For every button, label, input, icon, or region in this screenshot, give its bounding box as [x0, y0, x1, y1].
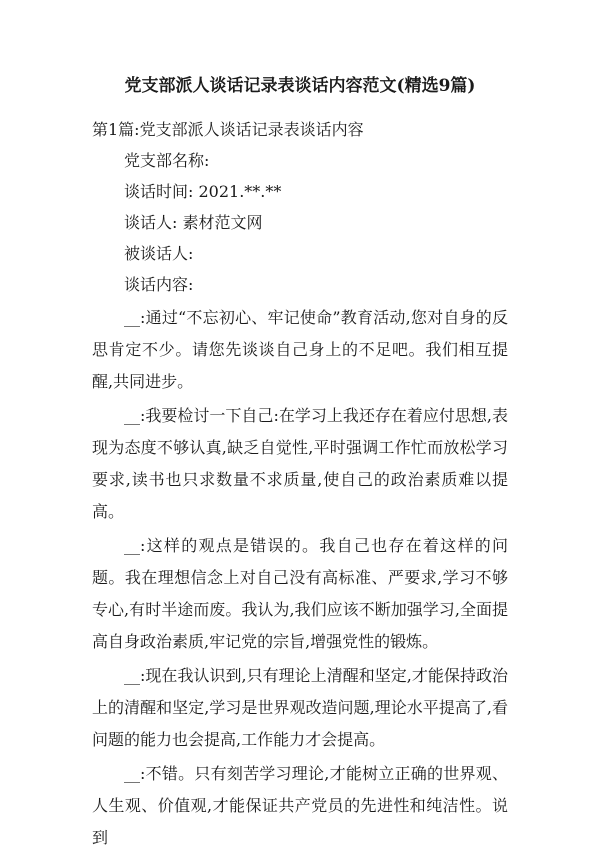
- section-title: 第1篇:党支部派人谈话记录表谈话内容: [92, 120, 364, 139]
- speaker-marker: __:: [124, 406, 146, 425]
- field-interview-content: 谈话内容:: [124, 275, 194, 294]
- paragraph-text: 通过“不忘初心、牢记使命”教育活动,您对自身的反思肯定不少。请您先谈谈自己身上的不足吧。我们相互提醒,共同进步。: [92, 308, 508, 391]
- speaker-marker: __:: [124, 536, 146, 555]
- paragraph-text: 不错。只有刻苦学习理论,才能树立正确的世界观、人生观、价值观,才能保证共产党员的先进性和纯洁性。说到: [92, 764, 508, 847]
- dialogue-paragraph: [92, 400, 508, 528]
- dialogue-paragraph: [92, 302, 508, 398]
- document-title: 党支部派人谈话记录表谈话内容范文(精选9篇): [124, 76, 476, 96]
- field-interviewee: 被谈话人:: [124, 244, 194, 263]
- field-interview-time: 谈话时间: 2021.**.**: [124, 182, 282, 201]
- speaker-marker: __:: [124, 764, 146, 783]
- speaker-marker: __:: [124, 308, 146, 327]
- speaker-marker: __:: [124, 666, 146, 685]
- field-interviewer: 谈话人: 素材范文网: [124, 213, 263, 232]
- dialogue-paragraph: [92, 758, 508, 854]
- paragraph-text: 这样的观点是错误的。我自己也存在着这样的问题。我在理想信念上对自己没有高标准、严要求,学习不够专心,有时半途而废。我认为,我们应该不断加强学习,全面提高自身政治素质,牢记党的宗旨,增强党性的锻炼。: [92, 536, 508, 651]
- dialogue-paragraph: [92, 660, 508, 756]
- paragraph-text: 现在我认识到,只有理论上清醒和坚定,才能保持政治上的清醒和坚定,学习是世界观改造问题,理论水平提高了,看问题的能力也会提高,工作能力才会提高。: [92, 666, 508, 749]
- field-party-branch-name: 党支部名称:: [124, 151, 210, 170]
- paragraph-text: 我要检讨一下自己:在学习上我还存在着应付思想,表现为态度不够认真,缺乏自觉性,平时强调工作忙而放松学习要求,读书也只求数量不求质量,使自己的政治素质难以提高。: [92, 406, 508, 521]
- dialogue-paragraph: [92, 530, 508, 658]
